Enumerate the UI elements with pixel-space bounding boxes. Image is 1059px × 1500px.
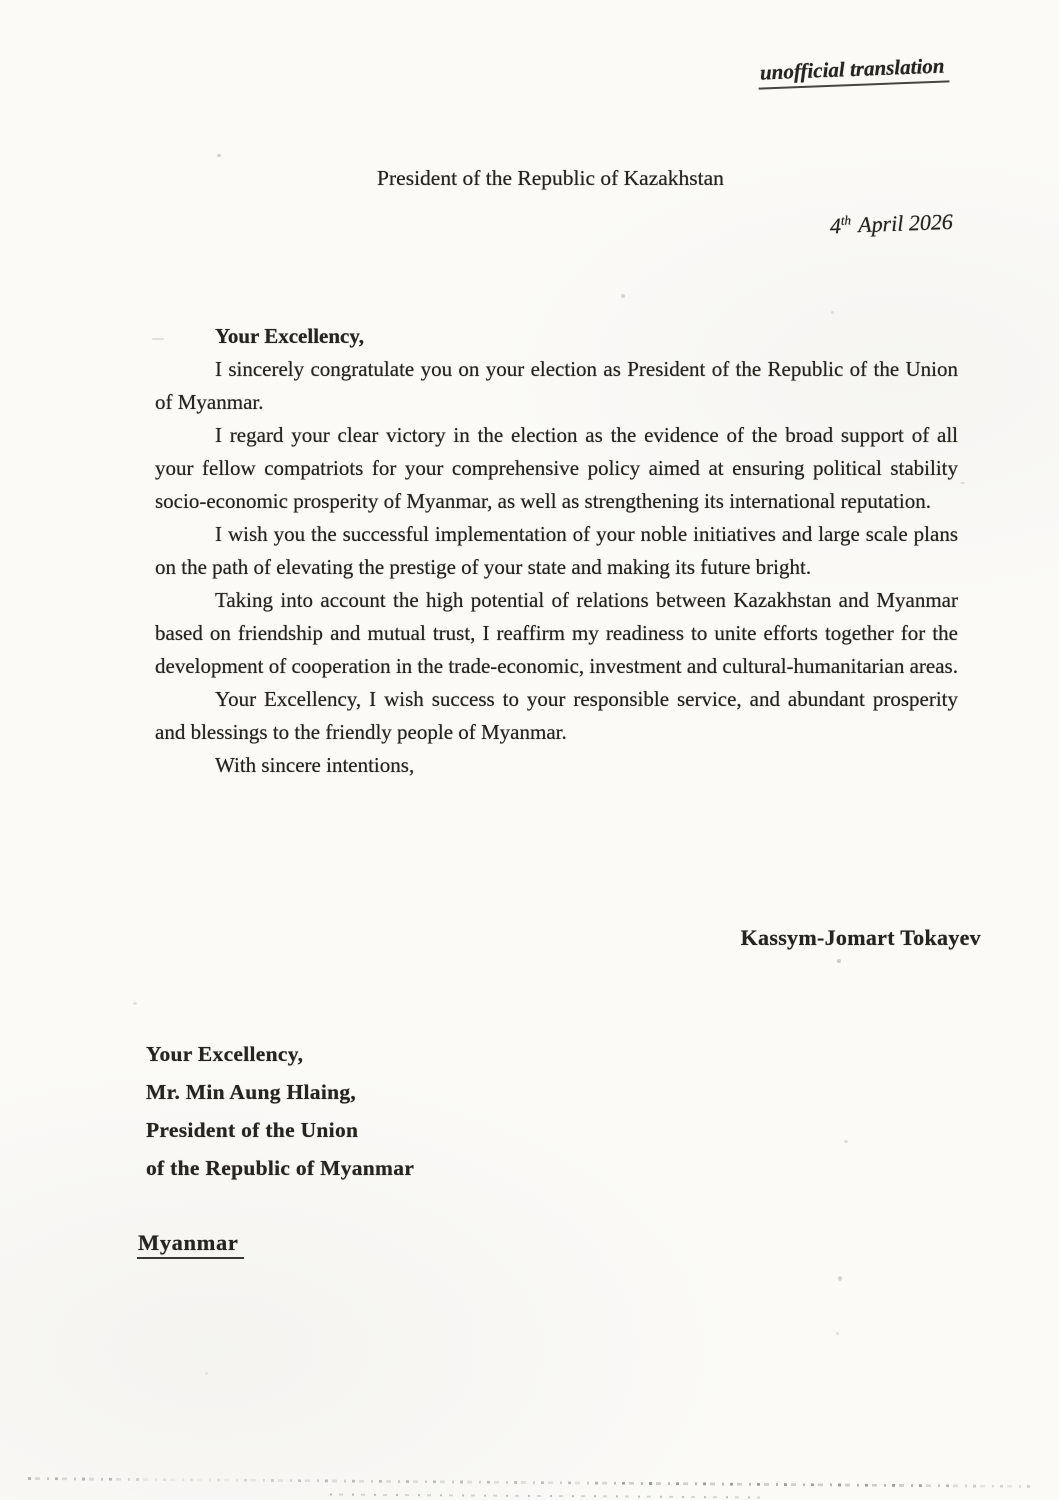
letter-body: [155, 320, 958, 782]
scan-speck: [152, 338, 164, 340]
recipient-line: President of the Union: [146, 1118, 359, 1142]
sender-title: President of the Republic of Kazakhstan: [377, 166, 724, 190]
date-day: 4: [829, 213, 842, 239]
scan-speck: [906, 633, 910, 636]
scan-speck: [838, 1276, 842, 1281]
scan-speck: [837, 959, 841, 963]
translation-annotation: unofficial translation: [758, 53, 950, 89]
salutation: Your Excellency,: [215, 324, 364, 348]
scan-speck: [205, 1372, 208, 1375]
scan-speck: [133, 1002, 137, 1005]
scan-speck: [836, 1332, 839, 1335]
body-paragraph: Your Excellency, I wish success to your responsible service, and abundant prosperity and blessings to the friendly people of Myanmar.: [155, 687, 958, 744]
letter-date: [830, 209, 954, 240]
scan-artifact-line: [28, 1477, 1033, 1488]
closing-line: With sincere intentions,: [215, 753, 415, 777]
recipient-line: of the Republic of Myanmar: [146, 1156, 415, 1180]
body-paragraph: I regard your clear victory in the election as the evidence of the broad support of all your fellow compatriots for your comprehensive policy aimed at ensuring political stability socio-economic prosperity of Myanmar, as well as strengthening its international reputation.: [155, 423, 958, 513]
destination-country: Myanmar: [137, 1230, 244, 1259]
signature-name: Kassym-Jomart Tokayev: [740, 925, 981, 950]
body-paragraph: I wish you the successful implementation of your noble initiatives and large scale plans on the path of elevating the prestige of your state and making its future bright.: [155, 522, 958, 579]
scan-speck: [217, 154, 221, 157]
scan-speck: [960, 482, 965, 484]
date-ordinal-suffix: th: [840, 212, 852, 228]
scan-speck: [621, 294, 625, 298]
scan-speck: [844, 1140, 848, 1143]
body-paragraph: Taking into account the high potential of relations between Kazakhstan and Myanmar based on friendship and mutual trust, I reaffirm my readiness to unite efforts together for the development of cooperation in the trade-economic, investment and cultural-humanitarian areas.: [155, 588, 958, 678]
recipient-line: Mr. Min Aung Hlaing,: [146, 1080, 357, 1104]
scan-speck: [831, 311, 834, 314]
date-month-year: April 2026: [857, 209, 954, 238]
recipient-block: [146, 1035, 414, 1187]
scan-artifact-line: [330, 1493, 760, 1498]
body-paragraph: I sincerely congratulate you on your election as President of the Republic of the Union of Myanmar.: [155, 357, 958, 414]
recipient-line: Your Excellency,: [146, 1042, 304, 1066]
